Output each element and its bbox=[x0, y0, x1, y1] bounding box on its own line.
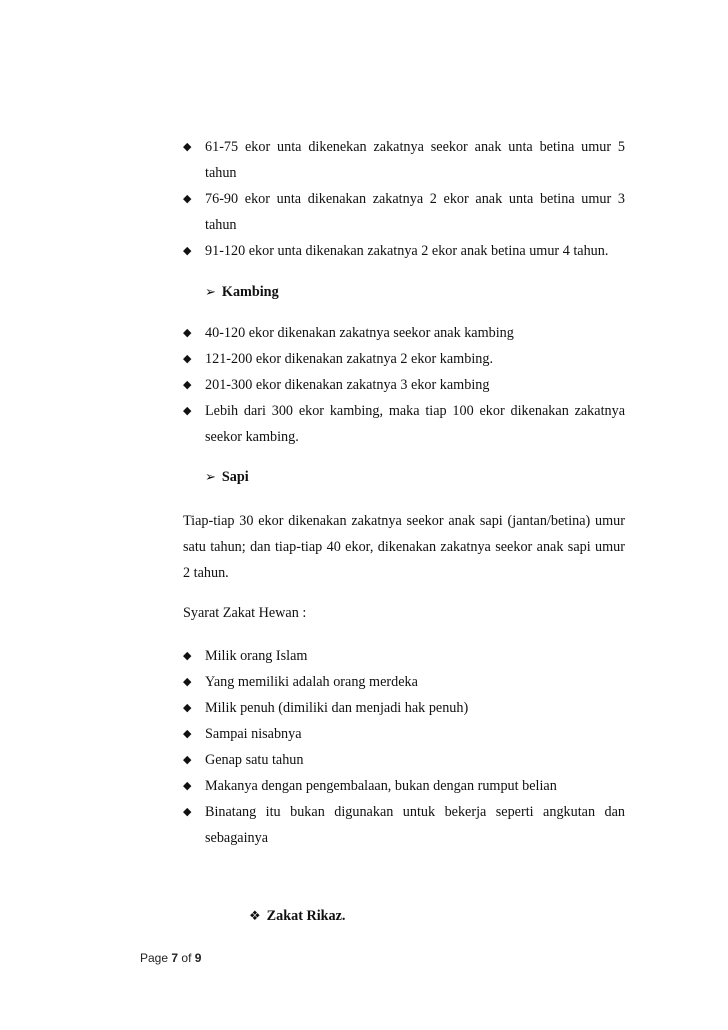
arrow-bullet-icon: ➢ bbox=[205, 469, 216, 484]
list-item: ◆ 40-120 ekor dikenakan zakatnya seekor anak kambing bbox=[183, 320, 625, 346]
list-unta bbox=[183, 134, 625, 264]
bullet-icon: ◆ bbox=[183, 754, 192, 766]
list-item: ◆ Sampai nisabnya bbox=[183, 721, 625, 747]
list-syarat bbox=[183, 643, 625, 851]
syarat-title: Syarat Zakat Hewan : bbox=[183, 605, 307, 621]
bullet-icon: ◆ bbox=[183, 353, 192, 365]
bullet-icon: ◆ bbox=[183, 379, 192, 391]
bullet-icon: ◆ bbox=[183, 806, 192, 818]
footer-of-label: of bbox=[181, 951, 192, 965]
diamond-bullet-icon: ❖ bbox=[249, 908, 261, 923]
list-kambing bbox=[183, 320, 625, 450]
footer-total-pages: 9 bbox=[194, 951, 202, 965]
bullet-icon: ◆ bbox=[183, 702, 192, 714]
footer-page-number: 7 bbox=[171, 951, 179, 965]
paragraph-sapi: Tiap-tiap 30 ekor dikenakan zakatnya seekor anak sapi (jantan/betina) umur satu tahun; dan tiap-tiap 40 ekor, dikenakan zakatnya seekor anak sapi umur 2 tahun. bbox=[183, 513, 625, 581]
list-item: ◆ 91-120 ekor unta dikenakan zakatnya 2 ekor anak betina umur 4 tahun. bbox=[183, 238, 625, 264]
list-item: ◆ Milik penuh (dimiliki dan menjadi hak penuh) bbox=[183, 695, 625, 721]
bullet-icon: ◆ bbox=[183, 780, 192, 792]
bullet-icon: ◆ bbox=[183, 245, 192, 257]
list-item: ◆ 61-75 ekor unta dikenekan zakatnya seekor anak unta betina umur 5 tahun bbox=[183, 134, 625, 186]
list-item: ◆ 76-90 ekor unta dikenakan zakatnya 2 ekor anak unta betina umur 3 tahun bbox=[183, 186, 625, 238]
bullet-icon: ◆ bbox=[183, 650, 192, 662]
list-item: ◆ Lebih dari 300 ekor kambing, maka tiap 100 ekor dikenakan zakatnya seekor kambing. bbox=[183, 398, 625, 450]
list-item: ◆ 121-200 ekor dikenakan zakatnya 2 ekor kambing. bbox=[183, 346, 625, 372]
bullet-icon: ◆ bbox=[183, 193, 192, 205]
bullet-icon: ◆ bbox=[183, 141, 192, 153]
list-item: ◆ Genap satu tahun bbox=[183, 747, 625, 773]
bullet-icon: ◆ bbox=[183, 728, 192, 740]
bullet-icon: ◆ bbox=[183, 327, 192, 339]
list-item: ◆ Milik orang Islam bbox=[183, 643, 625, 669]
heading-zakat-rikaz: ❖ Zakat Rikaz. bbox=[249, 908, 346, 924]
list-item: ◆ 201-300 ekor dikenakan zakatnya 3 ekor kambing bbox=[183, 372, 625, 398]
list-item: ◆ Makanya dengan pengembalaan, bukan dengan rumput belian bbox=[183, 773, 625, 799]
list-item: ◆ Binatang itu bukan digunakan untuk bekerja seperti angkutan dan sebagainya bbox=[183, 799, 625, 851]
heading-kambing: ➢ Kambing bbox=[205, 284, 279, 300]
bullet-icon: ◆ bbox=[183, 676, 192, 688]
heading-sapi: ➢ Sapi bbox=[205, 469, 249, 485]
bullet-icon: ◆ bbox=[183, 405, 192, 417]
list-item: ◆ Yang memiliki adalah orang merdeka bbox=[183, 669, 625, 695]
footer-page-label: Page bbox=[140, 951, 169, 965]
arrow-bullet-icon: ➢ bbox=[205, 284, 216, 299]
page-footer bbox=[140, 951, 201, 965]
